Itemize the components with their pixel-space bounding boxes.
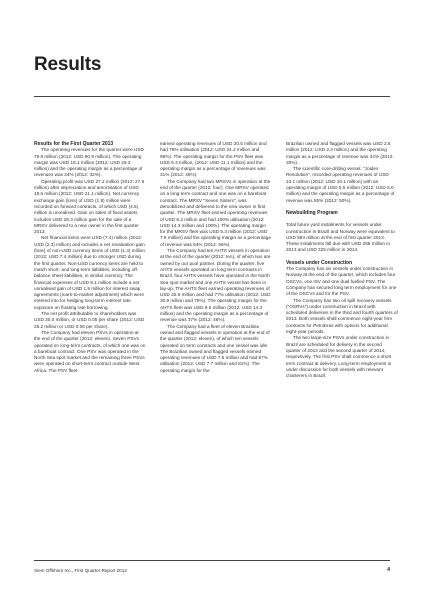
paragraph: The two large-size PSVs under construction in Brazil are scheduled for delivery in the second quarter of 2013 and the second quarter of 2014, respectively. The first PSV shall commence a short term contract at delivery. Long-term employment is under discussion for both vessels with relevant charterers in Brazil. (286, 335, 392, 379)
paragraph: Operating profit was USD 27.2 million (2012: 27.6 million) after depreciation and amortisation of USD 18.6 million (2012: USD 21.1 million). Net currency exchange gain (loss) of USD (1.8) million were recorded on forward contracts, of which USD (4.5) million is unrealised. Gain on sales of fixed assets includes USD 28.3 million gain for the sale of a MRSV delivered to a new owner in the first quarter 2013. (34, 178, 145, 235)
paragraph: Brazilian owned and flagged vessels was USD 2.6 million (2012: USD 2.3 million) and the operating margin as a percentage of revenue was 34% (2012: 30%). (286, 141, 394, 165)
page-number: 4 (387, 567, 390, 573)
paragraph: Net financial items were USD (7.4) million (2012: USD (2.3) million) and includes a net revaluation gain (loss) of non-USD currency items of USD (1.3) million (2012: USD 7.4 million) due to stronger USD during the first quarter. Non-USD currency items are held to match short- and long-term liabilities, including off-balance sheet liabilities, in similar currency. The financial expenses of USD 8.1 million include a net unrealised gain of USD 1.9 million for interest swap agreements (mark-to-market adjustment) which were entered into for hedging long-term interest rate exposure on floating rate borrowing. (34, 235, 145, 310)
paragraph: The Company had a fleet of eleven Brazilian owned and flagged vessels in operation at the end of the quarter (2012: eleven), of which ten vessels operated on term contracts and one vessel was idle. The Brazilian owned and flagged vessels earned operating revenues of USD 7.5 million and had 87% utilisation (2012: USD 7.7 million and 81%). The operating margin for the (160, 323, 270, 373)
paragraph: The operating revenues for the quarter were USD 79.8 million (2012: USD 90.9 million). The operating margin was USD 19.1 million (2012: USD 29.3 million) and the operating margin as a percentage of revenues was 24% (2012: 32%). (34, 147, 144, 178)
column-3 (286, 141, 398, 379)
paragraph: Total future yard instalments for vessels under construction in Brazil and Norway were equivalent to USD 583 million at the end of first quarter 2013. These instalments fall due with USD 258 million in 2013 and USD 325 million in 2014. (286, 222, 395, 253)
paragraph: The Company has six vessels under construction in Norway at the end of the quarter, which includes four OSCVs, one ISV and one dual fuelled PSV. The Company has secured long term employment for one of the OSCVs and for the PSV. (286, 266, 397, 297)
top-divider (34, 96, 390, 97)
section-heading: Vessels under Construction (286, 259, 353, 266)
section-heading: Results for the First Quarter 2013 (34, 141, 114, 147)
section-heading: Newbuilding Program (286, 209, 338, 216)
paragraph: The Company had ten AHTS vessels in operation at the end of the quarter (2012: ten), of which two are owned by our pool partner. During the quarter, five AHTS vessels operated on long term contracts in Brazil, four AHTS vessels have operated in the North Sea spot market and one AHTS vessel has been in lay-up. The AHTS fleet earned operating revenues of USD 25.6 million and had 77% utilisation (2012: USD 30.9 million and 79%). The operating margin for the AHTS fleet was USD 9.5 million (2012: USD 14.3 million) and the operating margin as a percentage of revenue was 37% (2012: 46%). (160, 248, 271, 323)
paragraph: The scientific core-drilling vessel, "Joides Resolution", recorded operating revenues of USD 10.1 million (2012: USD 10.1 million) with an operating margin of USD 5.5 million (2012: USD 5.0 million) and the operating margin as a percentage of revenue was 55% (2012: 50%). (286, 166, 395, 203)
paragraph: The Company has two oil spill recovery vessels ("OSRVs") under construction in Brazil with scheduled deliveries in the third and fourth quarters of 2013. Both vessels shall commence eight-year firm contracts for Petrobras with options for additional eight-year periods. (286, 297, 398, 335)
paragraph: earned operating revenues of USD 20.5 million and had 78% utilisation (2012: USD 24.2 million and 95%). The operating margin for the PSV fleet was USD 6.3 million, (2012: USD 11.1 million) and the operating margin as a percentage of revenues was 31% (2012: 46%). (160, 141, 267, 178)
bottom-divider (34, 560, 390, 561)
paragraph: The net profit attributable to shareholders was USD 20.0 million, or USD 0.05 per share (2012: USD 25.2 million or USD 0.06 per share). (34, 311, 145, 329)
paragraph: The Company had eleven PSVs in operation at the end of the quarter (2012: eleven). Seven PSVs operated on long-term contracts, of which one was on a bareboat contract. One PSV was operated in the North Sea spot market and the remaining three PSVs were operated on short-term contract outside West Africa. The PSV fleet (34, 329, 146, 373)
column-1 (34, 141, 146, 374)
paragraph: The Company had two MRSVs in operation at the end of the quarter (2012: four). One MRSV operated on a long-term contract and one was on a bareboat contract. The MRSV "Seven Sisters", was demobilized and delivered to the new owner in first quarter. The MRSV fleet earned operating revenues of USD 8.2 million and had 100% utilisation (2012: USD 14.3 million and 100%). The operating margin for the MRSV fleet was USD 5.3 million (2012: USD 7.9 million) and the operating margin as a percentage of revenue was 64% (2012: 56%). (160, 178, 272, 247)
footer-text: Siem Offshore Inc., First Quarter Report 2013 (34, 568, 127, 573)
column-2 (160, 141, 272, 374)
page-title: Results (34, 54, 102, 75)
